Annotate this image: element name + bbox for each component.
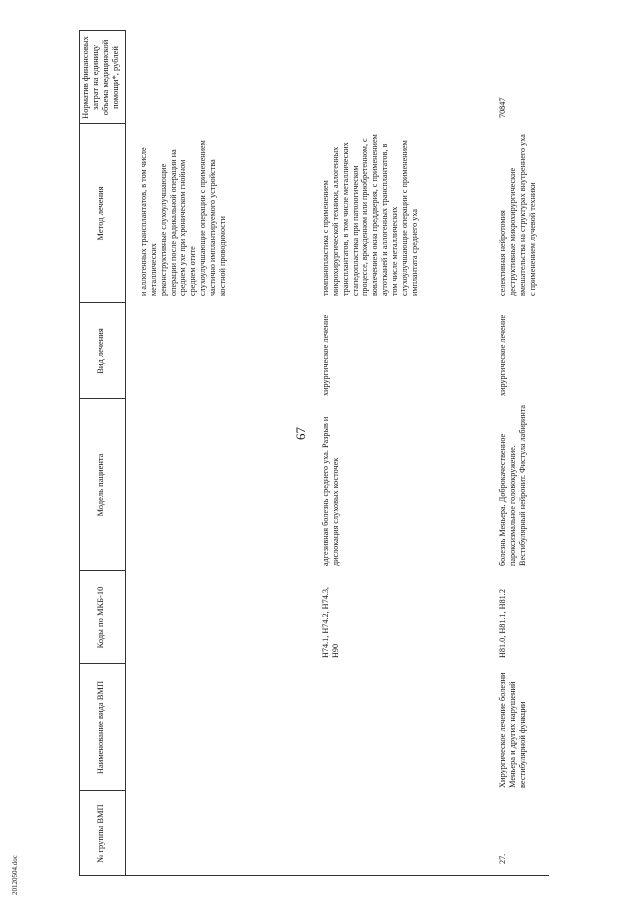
cost-norm-cell: 70847 <box>498 97 507 118</box>
method-text: реконструктивные слухоулучшающие операции после радикальной операции на среднем ухе при хроническом гнойном среднем отите <box>158 149 198 296</box>
table-left-border <box>79 875 549 876</box>
method-text: слухоулучшающие операции с применением имплантата среднего уха <box>399 140 419 296</box>
group-no-cell: 27. <box>498 853 507 864</box>
header-group-no: № группы ВМП <box>95 804 106 863</box>
patient-model-cell: болезнь Меньера. Доброкачественное пароксизмальное головокружение. Вестибулярный нейронит. Фистула лабиринта <box>498 404 527 566</box>
method-text: селективная нейротомия <box>498 210 507 296</box>
row-h74-methods <box>321 131 419 296</box>
header-cost-norm: Норматив финансовых затрат на единицу объема медицинской помощи*, рублей <box>80 36 120 119</box>
header-vmp-name: Наименование вида ВМП <box>95 680 106 775</box>
patient-model-cell: адгезивная болезнь среднего уха. Разрыв и дислокация слуховых косточек <box>321 416 340 566</box>
method-text: слухоулучшающие операции с применением частично имплантируемого устройства костной проводимости <box>198 140 227 296</box>
header-patient-model: Модель пациента <box>95 453 106 517</box>
vmp-name-cell: Хирургическое лечение болезни Меньера и других нарушений вестибулярной функции <box>498 672 528 788</box>
document-id: 20120504.doc <box>11 855 19 895</box>
mkb-codes-cell: H81.0, H81.1, H81.2 <box>498 589 507 658</box>
continuation-methods <box>139 131 228 296</box>
header-treatment-type: Вид лечения <box>95 328 106 374</box>
method-text: стапедопластика при патологическом процессе, врожденном или приобретенном, с вовлечением окна преддверия, с применением аутотканей и аллогенных трансплантатов, в том числе металлических <box>350 134 399 296</box>
method-text: и аллогенных трансплантатов, в том числе металлических <box>139 147 158 296</box>
page-number: 67 <box>293 427 308 440</box>
header-treatment-method: Метод лечения <box>95 186 106 241</box>
table-top-border <box>79 30 80 876</box>
treatment-type-cell: хирургическое лечение <box>321 314 330 396</box>
treatment-type-cell: хирургическое лечение <box>498 314 507 396</box>
method-text: тимпанопластика с применением микрохирургической техники, аллогенных трансплантатов, в том числе металлических <box>321 142 350 296</box>
header-mkb-codes: Коды по МКБ-10 <box>95 586 106 649</box>
rotated-table-area <box>79 30 549 876</box>
treatment-table <box>79 30 549 876</box>
row-27-methods <box>498 131 537 296</box>
mkb-codes-cell: H74.1, H74.2, H74.3, H90 <box>321 587 340 658</box>
header-bottom-border <box>125 30 126 876</box>
method-text: деструктивные микрохирургические вмешательства на структурах внутреннего уха с применением лучевой техники <box>507 134 537 296</box>
